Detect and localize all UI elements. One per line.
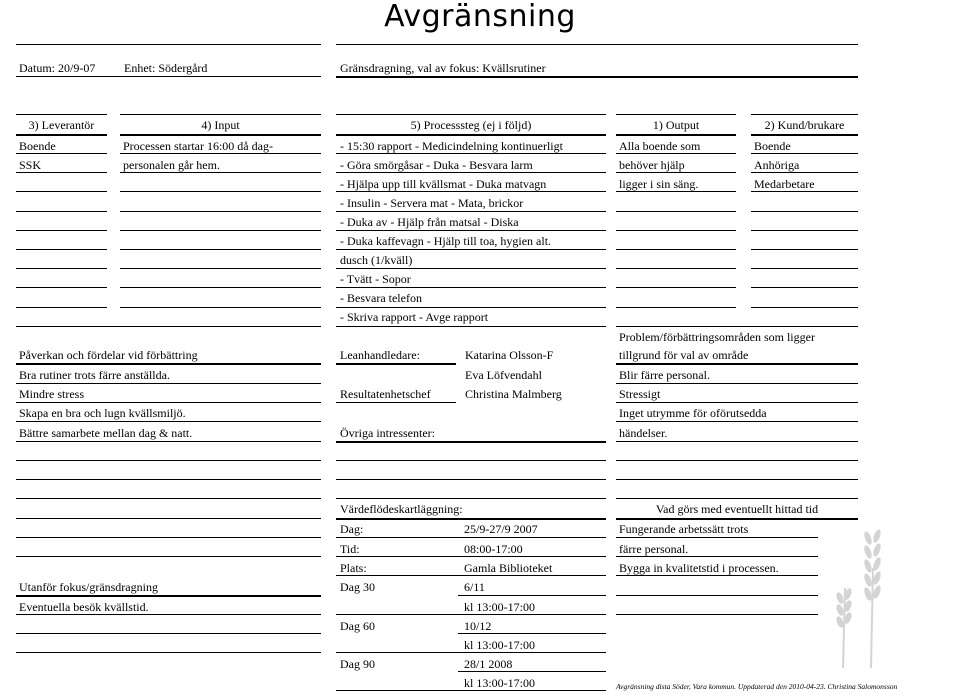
footer-note: Avgränsning dista Söder, Vara kommun. Uppdaterad den 2010-04-23. Christina Salomonsson	[616, 682, 898, 691]
row-rule	[751, 287, 858, 288]
followup-label: Dag 90	[340, 657, 375, 671]
row-rule	[120, 287, 321, 288]
column-rule	[336, 114, 606, 115]
row-rule	[336, 614, 606, 615]
row-rule	[16, 172, 107, 173]
header-rule	[16, 44, 321, 45]
row-rule	[616, 211, 736, 212]
row-rule	[616, 307, 736, 308]
problem-item: Blir färre personal.	[619, 368, 710, 382]
gransdragning-label: Gränsdragning, val av fokus: Kvällsrutiner	[340, 61, 546, 75]
problem-header: tillgrund för val av område	[619, 348, 749, 362]
row-rule	[616, 479, 858, 480]
kund-item: Anhöriga	[754, 158, 800, 172]
row-rule	[751, 268, 858, 269]
row-rule	[336, 690, 606, 691]
column-rule	[616, 114, 736, 115]
input-item: Processen startar 16:00 då dag-	[123, 139, 273, 153]
row-rule	[336, 307, 606, 308]
row-rule	[336, 268, 606, 269]
row-rule	[16, 479, 321, 480]
processteg-item: - Hjälpa upp till kvällsmat - Duka matvagn	[340, 177, 547, 191]
row-rule	[751, 153, 858, 154]
output-item: ligger i sin säng.	[619, 177, 699, 191]
row-rule	[16, 268, 107, 269]
problem-item: händelser.	[619, 426, 668, 440]
followup-time: kl 13:00-17:00	[464, 676, 535, 690]
row-rule	[616, 191, 736, 192]
row-rule	[616, 153, 736, 154]
row-rule	[751, 172, 858, 173]
output-item: behöver hjälp	[619, 158, 685, 172]
row-rule	[16, 191, 107, 192]
followup-label: Dag 30	[340, 580, 375, 594]
row-rule	[751, 249, 858, 250]
paverkan-item: Bättre samarbete mellan dag & natt.	[19, 426, 193, 440]
row-rule	[616, 460, 858, 461]
section-header-rule	[336, 518, 606, 520]
row-rule	[616, 595, 818, 596]
column-header-rule	[336, 134, 606, 136]
row-rule	[458, 671, 606, 672]
enhet-label: Enhet: Södergård	[124, 61, 208, 75]
section-header-rule	[336, 402, 456, 403]
section-header-rule	[616, 518, 858, 520]
column-header-rule	[616, 134, 736, 136]
utanfor-header: Utanför fokus/gränsdragning	[19, 580, 158, 594]
row-rule	[120, 211, 321, 212]
row-rule	[616, 230, 736, 231]
wheat-logo	[830, 528, 890, 668]
utanfor-item: Eventuella besök kvällstid.	[19, 600, 149, 614]
row-rule	[751, 230, 858, 231]
row-rule	[336, 230, 606, 231]
column-rule	[120, 114, 321, 115]
row-rule	[616, 441, 858, 442]
vad-gors-item: färre personal.	[619, 542, 689, 556]
datum-label: Datum: 20/9-07	[19, 61, 96, 75]
row-rule	[336, 287, 606, 288]
processteg-item: - Skriva rapport - Avge rapport	[340, 310, 489, 324]
row-rule	[336, 172, 606, 173]
row-rule	[336, 479, 606, 480]
row-rule	[120, 230, 321, 231]
row-rule	[16, 633, 321, 634]
processteg-item: dusch (1/kväll)	[340, 253, 413, 267]
row-rule	[616, 268, 736, 269]
row-rule	[616, 249, 736, 250]
section-header-rule	[336, 363, 456, 365]
row-rule	[16, 402, 321, 403]
row-rule	[616, 575, 818, 576]
row-rule	[120, 268, 321, 269]
followup-label: Dag 60	[340, 619, 375, 633]
section-header-rule	[16, 595, 321, 597]
vad-gors-header: Vad görs med eventuellt hittad tid	[655, 502, 819, 516]
leverantor-item: Boende	[19, 139, 56, 153]
section-header-rule	[616, 363, 858, 365]
row-rule	[16, 211, 107, 212]
row-rule	[616, 614, 818, 615]
row-rule	[458, 595, 606, 596]
row-rule	[120, 191, 321, 192]
row-rule	[16, 614, 321, 615]
problem-item: Inget utrymme för oförutsedda	[619, 406, 767, 420]
vardeflode-tid-value: 08:00-17:00	[464, 542, 523, 556]
section-rule	[616, 498, 858, 499]
row-rule	[120, 172, 321, 173]
processteg-item: - Insulin - Servera mat - Mata, brickor	[340, 196, 524, 210]
section-header-rule	[16, 363, 321, 365]
section-rule	[616, 326, 858, 327]
row-rule	[16, 230, 107, 231]
section-header-rule	[336, 441, 606, 443]
row-rule	[16, 518, 321, 519]
row-rule	[616, 537, 818, 538]
row-rule	[336, 575, 606, 576]
processteg-item: - Tvätt - Sopor	[340, 272, 411, 286]
resultatenhetschef-name: Christina Malmberg	[465, 387, 562, 401]
column-header-rule	[16, 134, 107, 136]
paverkan-header: Påverkan och fördelar vid förbättring	[19, 348, 198, 362]
processteg-item: - Besvara telefon	[340, 291, 422, 305]
row-rule	[16, 153, 107, 154]
followup-time: kl 13:00-17:00	[464, 638, 535, 652]
row-rule	[16, 421, 321, 422]
section-rule	[336, 498, 606, 499]
vardeflode-plats-value: Gamla Biblioteket	[464, 561, 553, 575]
row-rule	[458, 633, 606, 634]
vad-gors-item: Fungerande arbetssätt trots	[619, 522, 749, 536]
row-rule	[336, 191, 606, 192]
output-header: 1) Output	[652, 118, 700, 132]
paverkan-item: Mindre stress	[19, 387, 84, 401]
row-rule	[751, 307, 858, 308]
processteg-item: - Duka av - Hjälp från matsal - Diska	[340, 215, 519, 229]
resultatenhetschef-label: Resultatenhetschef	[340, 387, 431, 401]
row-rule	[616, 287, 736, 288]
row-rule	[16, 537, 321, 538]
row-rule	[336, 556, 606, 557]
row-rule	[751, 191, 858, 192]
vardeflode-dag-label: Dag:	[340, 522, 364, 536]
row-rule	[16, 498, 321, 499]
column-rule	[16, 114, 107, 115]
followup-date: 10/12	[464, 619, 492, 633]
row-rule	[120, 307, 321, 308]
vardeflode-tid-label: Tid:	[340, 542, 360, 556]
leverantor-item: SSK	[19, 158, 42, 172]
row-rule	[16, 249, 107, 250]
ovriga-label: Övriga intressenter:	[340, 426, 435, 440]
processteg-item: - Duka kaffevagn - Hjälp till toa, hygien alt.	[340, 234, 552, 248]
followup-time: kl 13:00-17:00	[464, 600, 535, 614]
header-rule	[336, 76, 858, 78]
vardeflode-dag-value: 25/9-27/9 2007	[464, 522, 538, 536]
row-rule	[16, 383, 321, 384]
leanhandledare-name: Katarina Olsson-F	[465, 348, 554, 362]
processteg-item: - 15:30 rapport - Medicindelning kontinuerligt	[340, 139, 563, 153]
header-rule	[336, 44, 858, 45]
problem-item: Stressigt	[619, 387, 661, 401]
header-rule	[16, 76, 321, 77]
input-header: 4) Input	[201, 118, 240, 132]
followup-date: 28/1 2008	[464, 657, 513, 671]
row-rule	[616, 421, 858, 422]
column-header-rule	[120, 134, 321, 136]
row-rule	[616, 402, 858, 403]
row-rule	[16, 287, 107, 288]
kund-item: Boende	[754, 139, 791, 153]
output-item: Alla boende som	[619, 139, 701, 153]
paverkan-item: Bra rutiner trots färre anställda.	[19, 368, 170, 382]
row-rule	[616, 172, 736, 173]
row-rule	[616, 556, 818, 557]
section-rule	[16, 326, 321, 327]
row-rule	[336, 652, 606, 653]
leanhandledare-name: Eva Löfvendahl	[465, 368, 542, 382]
processteg-header: 5) Processsteg (ej i följd)	[410, 118, 532, 132]
vad-gors-item: Bygga in kvalitetstid i processen.	[619, 561, 779, 575]
row-rule	[616, 383, 858, 384]
row-rule	[120, 153, 321, 154]
section-rule	[336, 326, 606, 327]
page-title: Avgränsning	[384, 0, 576, 34]
input-item: personalen går hem.	[123, 158, 220, 172]
column-rule	[751, 114, 858, 115]
row-rule	[336, 249, 606, 250]
processteg-item: - Göra smörgåsar - Duka - Besvara larm	[340, 158, 533, 172]
vardeflode-plats-label: Plats:	[340, 561, 367, 575]
leverantor-header: 3) Leverantör	[28, 118, 95, 132]
kund-item: Medarbetare	[754, 177, 815, 191]
paverkan-item: Skapa en bra och lugn kvällsmiljö.	[19, 406, 186, 420]
row-rule	[336, 153, 606, 154]
row-rule	[16, 652, 321, 653]
row-rule	[16, 460, 321, 461]
row-rule	[336, 211, 606, 212]
row-rule	[16, 441, 321, 442]
problem-header: Problem/förbättringsområden som ligger	[619, 330, 815, 344]
followup-date: 6/11	[464, 580, 485, 594]
row-rule	[751, 211, 858, 212]
row-rule	[120, 249, 321, 250]
row-rule	[336, 460, 606, 461]
row-rule	[16, 307, 107, 308]
vardeflode-header: Värdeflödeskartläggning:	[340, 502, 463, 516]
kund-header: 2) Kund/brukare	[764, 118, 845, 132]
row-rule	[16, 556, 321, 557]
column-header-rule	[751, 134, 858, 136]
leanhandledare-label: Leanhandledare:	[340, 348, 420, 362]
row-rule	[336, 537, 606, 538]
